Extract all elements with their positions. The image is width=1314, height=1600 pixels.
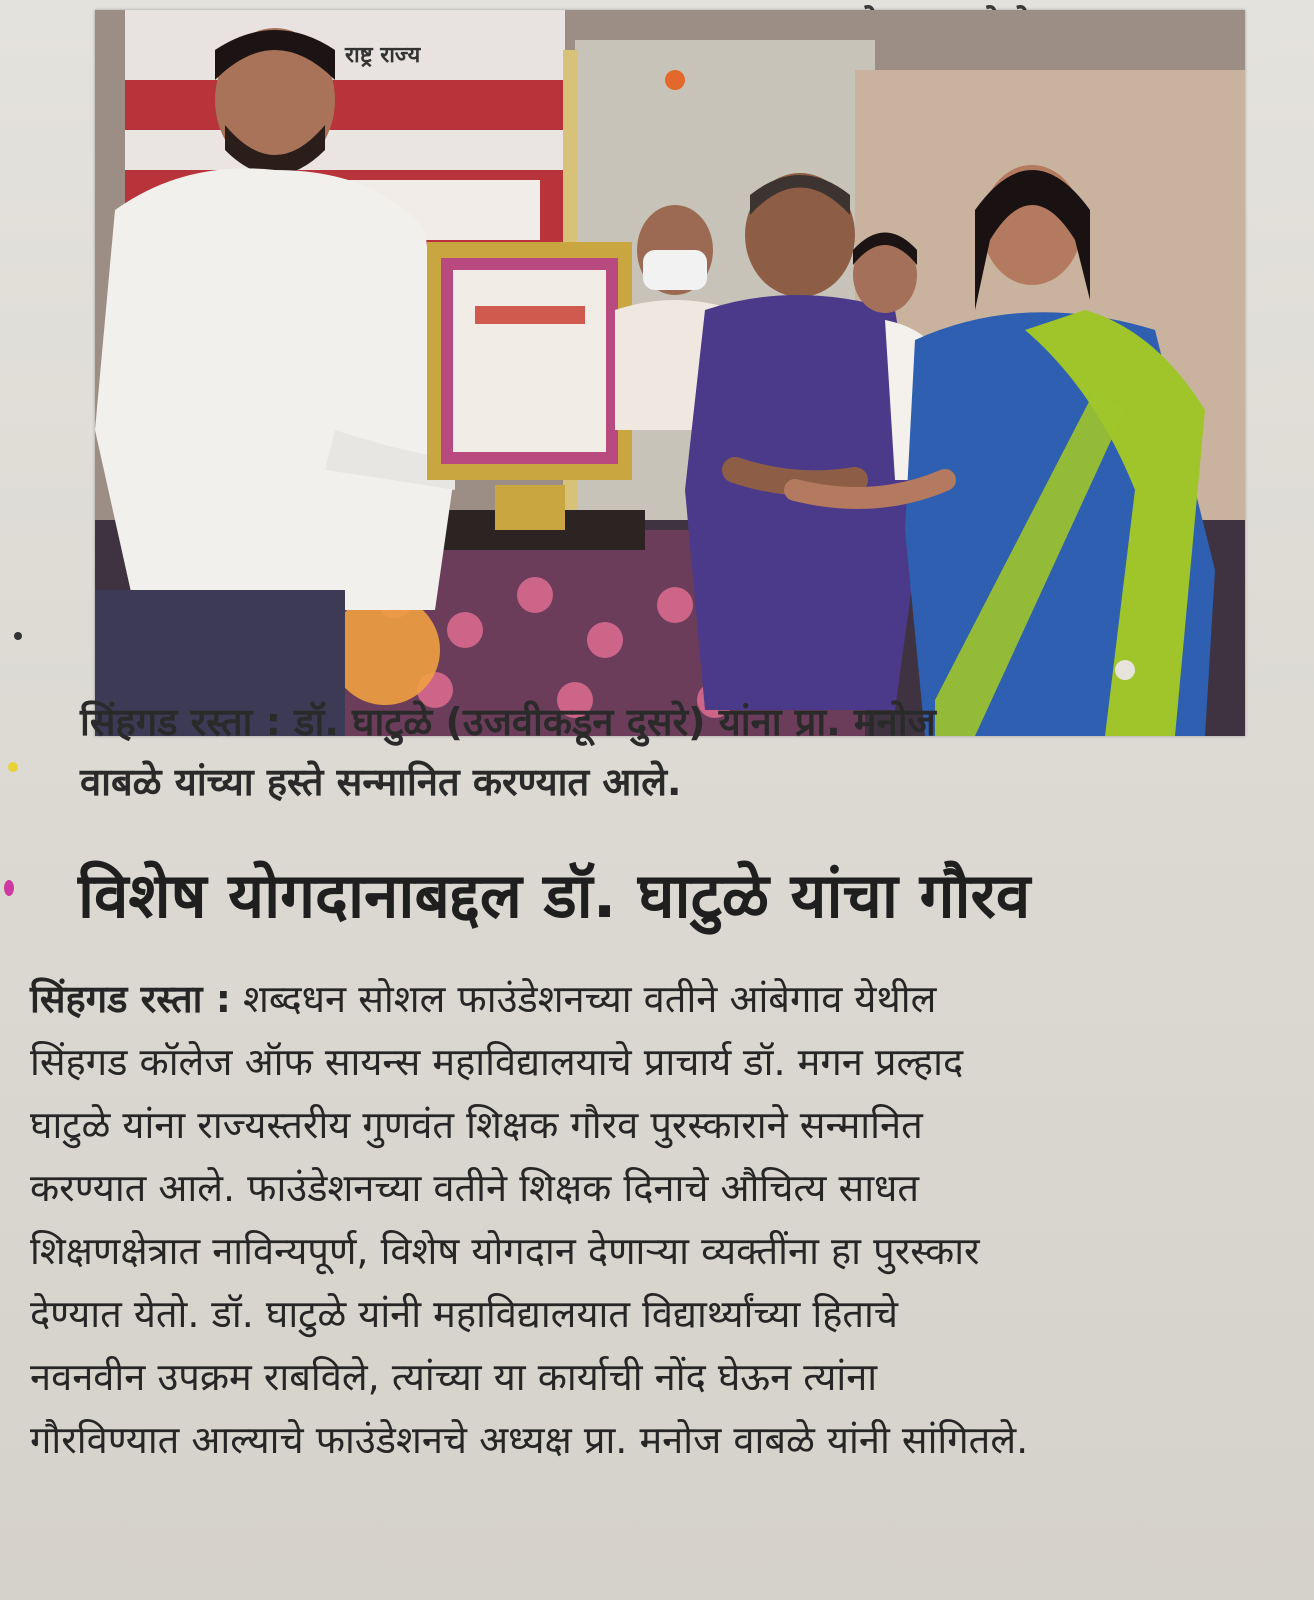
article-first-line-text: शब्दधन सोशल फाउंडेशनच्या वतीने आंबेगाव येथील — [230, 977, 937, 1021]
caption-line: वाबळे यांच्या हस्ते सन्मानित करण्यात आले. — [80, 760, 682, 804]
color-registration-mark — [8, 762, 18, 772]
color-registration-mark — [4, 880, 14, 896]
banner-text: राष्ट्र राज्य — [345, 43, 421, 68]
article-line: गौरविण्यात आल्याचे फाउंडेशनचे अध्यक्ष प्रा. मनोज वाबळे यांनी सांगितले. — [30, 1418, 1029, 1462]
dateline: सिंहगड रस्ता : — [30, 977, 231, 1021]
ink-speck — [14, 632, 22, 640]
award-ceremony-photo — [95, 10, 1245, 736]
photo-caption — [80, 692, 1250, 812]
article-first-line — [30, 968, 1270, 1031]
caption-line: सिंहगड रस्ता : डॉ. घाटुळे (उजवीकडून दुसरे) यांना प्रा. मनोज — [80, 700, 936, 744]
article-line: सिंहगड कॉलेज ऑफ सायन्स महाविद्यालयाचे प्राचार्य डॉ. मगन प्रल्हाद — [30, 1040, 964, 1084]
article-line: करण्यात आले. फाउंडेशनच्या वतीने शिक्षक दिनाचे औचित्य साधत — [30, 1166, 920, 1210]
article-line: नवनवीन उपक्रम राबविले, त्यांच्या या कार्याची नोंद घेऊन त्यांना — [30, 1355, 878, 1399]
article-line: घाटुळे यांना राज्यस्तरीय गुणवंत शिक्षक गौरव पुरस्काराने सन्मानित — [30, 1103, 923, 1147]
article-headline: विशेष योगदानाबद्दल डॉ. घाटुळे यांचा गौरव — [78, 859, 1031, 932]
article-line: शिक्षणक्षेत्रात नाविन्यपूर्ण, विशेष योगदान देणाऱ्या व्यक्तींना हा पुरस्कार — [30, 1229, 980, 1273]
article-line: देण्यात येतो. डॉ. घाटुळे यांनी महाविद्यालयात विद्यार्थ्यांच्या हिताचे — [30, 1292, 899, 1336]
article-body — [30, 968, 1270, 1472]
news-photo — [95, 10, 1245, 736]
